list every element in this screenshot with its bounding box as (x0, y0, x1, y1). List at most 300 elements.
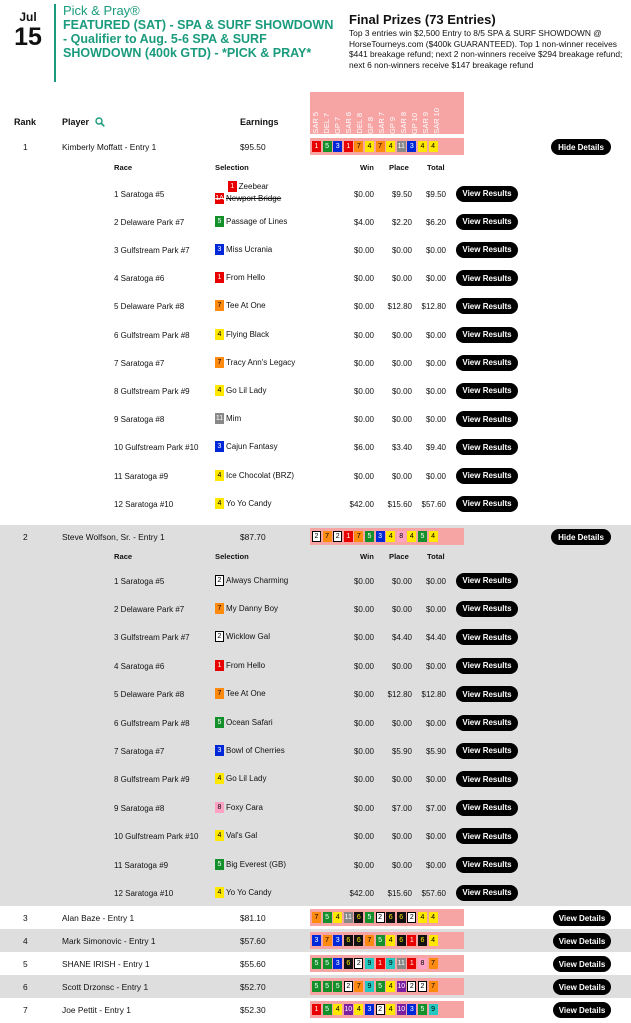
selection-number: 5 (323, 1004, 332, 1015)
place-amount: $0.00 (391, 860, 412, 870)
race-name: 7 Saratoga #7 (114, 358, 165, 368)
selection-number: 7 (215, 603, 224, 614)
selection-header: Selection (215, 163, 249, 172)
selection-number: 2 (418, 981, 427, 992)
race-name: 10 Gulfstream Park #10 (114, 443, 199, 453)
selection-number: 3 (407, 141, 416, 152)
contest-title: FEATURED (SAT) - SPA & SURF SHOWDOWN - Qualifier to Aug. 5-6 SPA & SURF SHOWDOWN (400k GTD) - *PICK & PRAY* (63, 18, 334, 60)
total-amount: $0.00 (425, 330, 446, 340)
view-results-button[interactable]: View Results (456, 214, 518, 230)
selection-number: 6 (397, 912, 406, 923)
date-day: 15 (14, 23, 42, 51)
place-amount: $12.80 (387, 302, 412, 312)
race-selection (215, 385, 266, 396)
leaderboard-row (0, 952, 631, 975)
view-details-button[interactable]: View Details (553, 956, 611, 972)
win-amount: $0.00 (353, 690, 374, 700)
selection-number: 7 (354, 141, 363, 152)
place-amount: $0.00 (391, 576, 412, 586)
race-detail-row (0, 182, 631, 203)
race-name: 2 Delaware Park #7 (114, 217, 185, 227)
entry-rank: 7 (23, 1005, 28, 1015)
race-selection (215, 688, 266, 699)
contest-title-block (54, 4, 340, 82)
horse-name: Always Charming (226, 575, 289, 585)
race-name: 8 Gulfstream Park #9 (114, 386, 190, 396)
race-selection (215, 413, 241, 424)
view-results-button[interactable]: View Results (456, 885, 518, 901)
race-selection (215, 575, 288, 586)
total-amount: $0.00 (425, 661, 446, 671)
track-header-label: DEL 7 (322, 113, 331, 134)
place-amount: $2.20 (391, 217, 412, 227)
win-amount: $0.00 (353, 832, 374, 842)
track-header (365, 92, 376, 134)
race-name: 11 Saratoga #9 (114, 860, 169, 870)
view-results-button[interactable]: View Results (456, 800, 518, 816)
win-amount: $0.00 (353, 661, 374, 671)
total-amount: $5.90 (425, 746, 446, 756)
race-selection (215, 603, 278, 614)
prizes-title: Final Prizes (73 Entries) (349, 12, 496, 27)
hide-details-button[interactable]: Hide Details (551, 139, 611, 155)
horse-name: Newport Bridge (226, 194, 282, 203)
view-details-button[interactable]: View Details (553, 979, 611, 995)
win-amount: $0.00 (353, 576, 374, 586)
track-header-label: GP 9 (388, 117, 397, 134)
win-amount: $4.00 (353, 217, 374, 227)
race-selection (215, 329, 269, 340)
race-name: 5 Delaware Park #8 (114, 302, 185, 312)
place-amount: $0.00 (391, 775, 412, 785)
horse-name: Passage of Lines (226, 216, 288, 226)
place-amount: $0.00 (391, 718, 412, 728)
entry-earnings: $55.60 (240, 959, 266, 969)
track-header (354, 92, 365, 134)
race-name: 1 Saratoga #5 (114, 189, 165, 199)
horse-name: Tee At One (226, 689, 266, 699)
selection-number: 5 (333, 981, 342, 992)
selection-number: 10 (344, 1006, 353, 1013)
selection-number: 6 (344, 935, 353, 946)
race-name: 3 Gulfstream Park #7 (114, 633, 190, 643)
race-name: 6 Gulfstream Park #8 (114, 330, 190, 340)
race-header: Race (114, 552, 133, 561)
total-amount: $0.00 (425, 471, 446, 481)
selection-number: 4 (429, 912, 438, 923)
hide-details-button[interactable]: Hide Details (551, 529, 611, 545)
track-header-label: GP 8 (366, 117, 375, 134)
view-results-button[interactable]: View Results (456, 270, 518, 286)
selection-number: 7 (323, 935, 332, 946)
race-name: 4 Saratoga #6 (114, 661, 165, 671)
win-amount: $0.00 (353, 746, 374, 756)
selection-number: 11 (397, 143, 405, 150)
selection-number: 2 (354, 958, 363, 969)
view-results-button[interactable]: View Results (456, 686, 518, 702)
place-amount: $4.40 (391, 633, 412, 643)
race-name: 8 Gulfstream Park #9 (114, 775, 190, 785)
prizes-block (349, 12, 629, 70)
entry-selections (310, 909, 464, 926)
selection-number: 6 (397, 935, 406, 946)
prizes-description: Top 3 entries win $2,500 Entry to 8/5 SPA & SURF SHOWDOWN @ HorseTourneys.com ($400k GUARANTEED). Top 1 non-winner receives $441 breakage refund; next 2 non-winners receive $294 breakage refund; next 6 non-winners receive $147 breakage refund (349, 28, 623, 70)
place-header: Place (389, 163, 409, 172)
selection-number: 4 (429, 935, 438, 946)
selection-number: 10 (397, 1006, 406, 1013)
selection-number: 1 (344, 531, 353, 542)
horse-name: Tracy Ann's Legacy (226, 357, 296, 367)
contest-header (0, 0, 631, 96)
selection-number: 3 (333, 141, 342, 152)
entry-selections (310, 1001, 464, 1018)
entry-rank: 1 (23, 142, 28, 152)
selection-number: 5 (215, 717, 224, 728)
view-results-button[interactable]: View Results (456, 242, 518, 258)
selection-number: 7 (365, 935, 374, 946)
win-amount: $6.00 (353, 443, 374, 453)
rank-column-header: Rank (14, 117, 37, 127)
selection-number: 5 (323, 981, 332, 992)
selection-number: 5 (312, 958, 321, 969)
leaderboard-row (0, 975, 631, 998)
place-amount: $15.60 (387, 499, 412, 509)
selection-number: 9 (365, 981, 374, 992)
selection-number: 5 (365, 912, 374, 923)
track-header (376, 92, 387, 134)
total-amount: $0.00 (425, 576, 446, 586)
place-amount: $3.40 (391, 443, 412, 453)
horse-name: Bowl of Cherries (226, 745, 285, 755)
horse-name: Val's Gal (226, 831, 258, 841)
selection-number: 4 (386, 531, 395, 542)
track-header (398, 92, 409, 134)
entry-player: Mark Simonovic - Entry 1 (62, 936, 156, 946)
selection-number: 6 (354, 935, 363, 946)
horse-name: Flying Black (226, 329, 270, 339)
total-amount: $57.60 (421, 888, 446, 898)
race-name: 10 Gulfstream Park #10 (114, 832, 199, 842)
race-detail-row (0, 601, 631, 617)
track-header (310, 92, 321, 134)
leaderboard-row (0, 929, 631, 952)
horse-name: Mim (226, 414, 242, 424)
selection-number: 7 (215, 688, 224, 699)
selection-number: 7 (376, 141, 385, 152)
entry-rank: 6 (23, 982, 28, 992)
total-header: Total (427, 552, 445, 561)
earnings-column-header: Earnings (240, 117, 279, 127)
horse-name: From Hello (226, 273, 266, 283)
place-amount: $0.00 (391, 471, 412, 481)
view-results-button[interactable]: View Results (456, 186, 518, 202)
view-details-button[interactable]: View Details (553, 1002, 611, 1018)
selection-number: 9 (365, 958, 374, 969)
view-results-button[interactable]: View Results (456, 411, 518, 427)
race-selection (215, 631, 270, 642)
race-name: 4 Saratoga #6 (114, 274, 165, 284)
race-name: 2 Delaware Park #7 (114, 604, 185, 614)
race-selection (215, 660, 265, 671)
entry-selections (310, 978, 464, 995)
horse-name: Yo Yo Candy (226, 498, 272, 508)
selection-number: 3 (365, 1004, 374, 1015)
total-amount: $0.00 (425, 860, 446, 870)
entry-earnings: $52.70 (240, 982, 266, 992)
horse-name: Ice Chocolat (BRZ) (226, 470, 295, 480)
selection-number: 6 (386, 912, 395, 923)
total-amount: $0.00 (425, 415, 446, 425)
race-selection (215, 745, 285, 756)
selection-number: 5 (312, 981, 321, 992)
view-details-button[interactable]: View Details (553, 933, 611, 949)
race-selection (215, 300, 266, 311)
place-amount: $0.00 (391, 415, 412, 425)
total-amount: $12.80 (421, 302, 446, 312)
win-amount: $0.00 (353, 803, 374, 813)
selection-number: 5 (323, 141, 332, 152)
view-results-button[interactable]: View Results (456, 298, 518, 314)
total-amount: $0.00 (425, 775, 446, 785)
selection-number: 4 (215, 329, 224, 340)
view-results-button[interactable]: View Results (456, 857, 518, 873)
race-name: 7 Saratoga #7 (114, 746, 165, 756)
race-selection (215, 859, 286, 870)
selection-line (228, 181, 269, 193)
entry-earnings: $57.60 (240, 936, 266, 946)
total-amount: $0.00 (425, 274, 446, 284)
selection-number: 3 (333, 958, 342, 969)
selection-number: 8 (397, 531, 406, 542)
horse-name: Go Lil Lady (226, 385, 267, 395)
total-amount: $9.50 (425, 189, 446, 199)
game-type: Pick & Pray® (63, 3, 140, 18)
race-selection (215, 244, 272, 255)
entry-player: SHANE IRISH - Entry 1 (62, 959, 150, 969)
search-icon[interactable] (95, 117, 105, 127)
view-results-button[interactable]: View Results (456, 355, 518, 371)
race-name: 9 Saratoga #8 (114, 803, 165, 813)
track-header-label: GP 10 (410, 112, 419, 134)
place-amount: $15.60 (387, 888, 412, 898)
entry-earnings: $95.50 (240, 142, 266, 152)
entry-player: Alan Baze - Entry 1 (62, 913, 135, 923)
win-amount: $0.00 (353, 330, 374, 340)
entry-selections (310, 138, 464, 155)
race-selection (215, 181, 281, 205)
selection-line (215, 193, 281, 205)
entry-details (0, 547, 631, 906)
place-amount: $0.00 (391, 832, 412, 842)
race-detail-row (0, 468, 631, 484)
view-results-button[interactable]: View Results (456, 828, 518, 844)
leaderboard-row (0, 135, 631, 158)
view-details-button[interactable]: View Details (553, 910, 611, 926)
race-name: 11 Saratoga #9 (114, 471, 169, 481)
race-selection (215, 216, 287, 227)
selection-number: 3 (376, 531, 385, 542)
selection-number: 11 (215, 415, 224, 423)
race-selection (215, 441, 278, 452)
race-detail-row (0, 743, 631, 759)
race-detail-row (0, 411, 631, 427)
selection-number: 1A (215, 195, 224, 202)
view-results-button[interactable]: View Results (456, 715, 518, 731)
selection-number: 7 (354, 531, 363, 542)
selection-number: 3 (215, 745, 224, 756)
race-header: Race (114, 163, 133, 172)
selection-number: 3 (312, 935, 321, 946)
horse-name: Go Lil Lady (226, 774, 267, 784)
selection-number: 2 (215, 631, 224, 642)
selection-number: 2 (344, 981, 353, 992)
total-header: Total (427, 163, 445, 172)
entry-earnings: $81.10 (240, 913, 266, 923)
win-amount: $0.00 (353, 245, 374, 255)
win-amount: $0.00 (353, 415, 374, 425)
win-amount: $0.00 (353, 386, 374, 396)
horse-name: Cajun Fantasy (226, 442, 278, 452)
selection-number: 8 (418, 958, 427, 969)
view-results-button[interactable]: View Results (456, 468, 518, 484)
selection-number: 4 (215, 773, 224, 784)
selection-number: 4 (215, 887, 224, 898)
selection-number: 4 (429, 531, 438, 542)
race-selection (215, 470, 294, 481)
track-header (387, 92, 398, 134)
total-amount: $6.20 (425, 217, 446, 227)
horse-name: Foxy Cara (226, 802, 263, 812)
view-results-button[interactable]: View Results (456, 573, 518, 589)
race-detail-row (0, 800, 631, 816)
race-detail-row (0, 686, 631, 702)
track-header-label: SAR 9 (421, 112, 430, 134)
race-selection (215, 887, 272, 898)
contest-date (8, 10, 48, 50)
place-amount: $12.80 (387, 690, 412, 700)
track-header-label: SAR 10 (432, 108, 441, 134)
race-detail-row (0, 496, 631, 512)
track-header (420, 92, 431, 134)
race-detail-row (0, 355, 631, 371)
selection-number: 7 (215, 357, 224, 368)
place-amount: $0.00 (391, 245, 412, 255)
selection-number: 1 (312, 141, 321, 152)
selection-number: 8 (215, 802, 224, 813)
race-detail-row (0, 771, 631, 787)
selection-number: 4 (429, 141, 438, 152)
total-amount: $9.40 (425, 443, 446, 453)
track-header-label: SAR 8 (399, 112, 408, 134)
entry-earnings: $52.30 (240, 1005, 266, 1015)
view-results-button[interactable]: View Results (456, 629, 518, 645)
place-amount: $0.00 (391, 358, 412, 368)
total-amount: $0.00 (425, 604, 446, 614)
win-amount: $0.00 (353, 604, 374, 614)
entry-details (0, 158, 631, 525)
race-name: 6 Gulfstream Park #8 (114, 718, 190, 728)
selection-number: 2 (333, 531, 342, 542)
selection-number: 5 (365, 531, 374, 542)
horse-name: Miss Ucrania (226, 244, 273, 254)
view-results-button[interactable]: View Results (456, 496, 518, 512)
selection-number: 4 (407, 531, 416, 542)
selection-number: 3 (333, 935, 342, 946)
horse-name: From Hello (226, 660, 266, 670)
place-header: Place (389, 552, 409, 561)
win-amount: $0.00 (353, 471, 374, 481)
view-results-button[interactable]: View Results (456, 658, 518, 674)
horse-name: Yo Yo Candy (226, 887, 272, 897)
race-detail-row (0, 270, 631, 286)
track-header (431, 92, 442, 134)
selection-number: 2 (376, 1004, 385, 1015)
selection-number: 7 (215, 300, 224, 311)
total-amount: $12.80 (421, 690, 446, 700)
selection-number: 7 (312, 912, 321, 923)
selection-number: 1 (312, 1004, 321, 1015)
view-results-button[interactable]: View Results (456, 771, 518, 787)
entry-player: Steve Wolfson, Sr. - Entry 1 (62, 532, 165, 542)
place-amount: $0.00 (391, 386, 412, 396)
selection-number: 6 (344, 958, 353, 969)
view-results-button[interactable]: View Results (456, 743, 518, 759)
race-selection (215, 802, 263, 813)
race-name: 12 Saratoga #10 (114, 888, 174, 898)
selection-number: 4 (333, 1004, 342, 1015)
race-detail-row (0, 658, 631, 674)
selection-number: 5 (376, 935, 385, 946)
horse-name: Tee At One (226, 301, 266, 311)
win-amount: $0.00 (353, 274, 374, 284)
selection-number: 7 (429, 958, 438, 969)
track-header (343, 92, 354, 134)
selection-number: 2 (376, 912, 385, 923)
race-name: 9 Saratoga #8 (114, 415, 165, 425)
win-amount: $0.00 (353, 633, 374, 643)
place-amount: $0.00 (391, 661, 412, 671)
horse-name: Ocean Safari (226, 717, 273, 727)
race-detail-row (0, 828, 631, 844)
race-detail-row (0, 327, 631, 343)
race-selection (215, 830, 257, 841)
selection-number: 1 (344, 141, 353, 152)
selection-number: 5 (418, 1004, 427, 1015)
place-amount: $7.00 (391, 803, 412, 813)
race-detail-row (0, 573, 631, 589)
entry-selections (310, 932, 464, 949)
selection-number: 4 (365, 141, 374, 152)
total-amount: $0.00 (425, 358, 446, 368)
race-detail-row (0, 439, 631, 455)
horse-name: My Danny Boy (226, 603, 279, 613)
race-selection (215, 717, 273, 728)
view-results-button[interactable]: View Results (456, 439, 518, 455)
win-amount: $0.00 (353, 775, 374, 785)
view-results-button[interactable]: View Results (456, 327, 518, 343)
view-results-button[interactable]: View Results (456, 601, 518, 617)
view-results-button[interactable]: View Results (456, 383, 518, 399)
selection-number: 2 (407, 912, 416, 923)
race-detail-row (0, 242, 631, 258)
selection-number: 4 (386, 981, 395, 992)
selection-number: 3 (215, 244, 224, 255)
leaderboard-row (0, 525, 631, 548)
entry-rank: 4 (23, 936, 28, 946)
selection-number: 4 (333, 912, 342, 923)
race-selection (215, 272, 265, 283)
entry-rank: 2 (23, 532, 28, 542)
